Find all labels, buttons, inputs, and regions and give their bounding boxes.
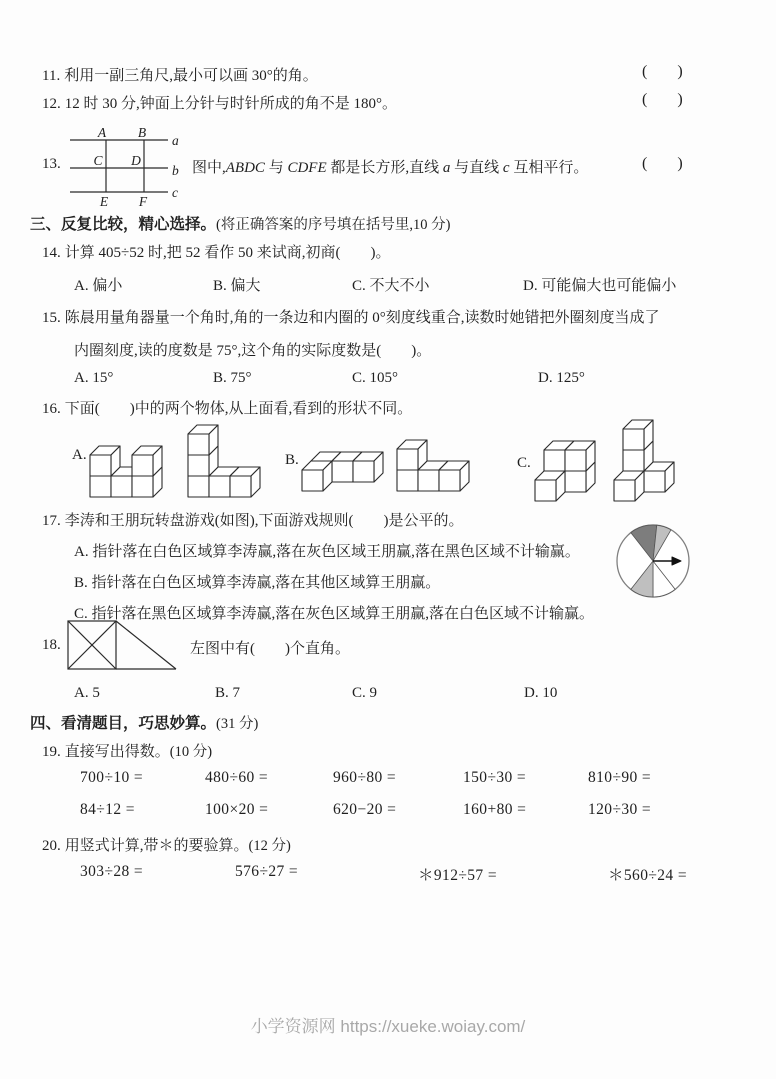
- question-17: 17. 李涛和王朋玩转盘游戏(如图),下面游戏规则( )是公平的。: [42, 513, 464, 529]
- question-18-text: 左图中有( )个直角。: [190, 641, 350, 657]
- question-15-line2: 内圈刻度,读的度数是 75°,这个角的实际度数是( )。: [74, 343, 432, 359]
- bracket-close: ): [677, 155, 683, 172]
- answer-bracket-13: [642, 155, 683, 173]
- choice-17-b: B. 指针落在白色区域算李涛赢,落在其他区域算王朋赢。: [74, 575, 441, 591]
- line-label-a: a: [172, 133, 179, 148]
- question-18-number: 18.: [42, 637, 61, 653]
- question-number: 12.: [42, 96, 61, 112]
- equation: 620−20 =: [333, 801, 397, 818]
- question-text: 计算 405÷52 时,把 52 看作 50 来试商,初商( )。: [64, 245, 391, 261]
- choice-17-a: A. 指针落在白色区域算李涛赢,落在灰色区域王朋赢,落在黑色区域不计输赢。: [74, 544, 580, 560]
- question-11: [42, 64, 318, 85]
- cube-option-label-a: A.: [72, 447, 87, 463]
- bracket-open: (: [642, 91, 648, 108]
- choice-18-b: B. 7: [215, 685, 241, 701]
- section-title: 四、看清题目，巧思妙算。: [30, 715, 217, 732]
- equation: 960÷80 =: [333, 769, 397, 786]
- equation: 303÷28 =: [80, 863, 144, 880]
- answer-bracket-11: [642, 63, 683, 81]
- equation: 84÷12 =: [80, 801, 135, 818]
- question-16: 16. 下面( )中的两个物体,从上面看,看到的形状不同。: [42, 401, 413, 417]
- equation: 700÷10 =: [80, 769, 144, 786]
- parallel-lines-figure: [64, 124, 188, 212]
- choice-14-d: D. 可能偏大也可能偏小: [523, 278, 677, 294]
- footer-watermark: 小学资源网 https://xueke.woiay.com/: [250, 1017, 526, 1036]
- choice-15-d: D. 125°: [538, 370, 585, 386]
- cube-figure-a1: [88, 442, 166, 499]
- point-label-F: F: [138, 194, 148, 209]
- spinner-figure: [612, 520, 694, 602]
- cube-option-label-b: B.: [285, 452, 299, 468]
- question-15-line1: 15. 陈晨用量角器量一个角时,角的一条边和内圈的 0°刻度线重合,读数时她错把外圈刻度当成了: [42, 310, 660, 326]
- line-label-c: c: [172, 185, 178, 200]
- cube-figure-c1: [533, 437, 599, 503]
- choice-18-c: C. 9: [352, 685, 378, 701]
- choice-14-a: A. 偏小: [74, 278, 123, 294]
- point-label-E: E: [99, 194, 109, 209]
- point-label-D: D: [131, 153, 141, 168]
- answer-bracket-12: [642, 91, 683, 109]
- choice-18-a: A. 5: [74, 685, 100, 701]
- point-label-B: B: [137, 125, 147, 140]
- choice-14-b: B. 偏大: [213, 278, 261, 294]
- question-text: 12 时 30 分,钟面上分针与时针所成的角不是 180°。: [64, 96, 398, 112]
- bracket-open: (: [642, 63, 648, 80]
- equation: 150÷30 =: [463, 769, 527, 786]
- equation: 100×20 =: [205, 801, 269, 818]
- question-text: 利用一副三角尺,最小可以画 30°的角。: [64, 68, 318, 84]
- section-title: 三、反复比较，精心选择。: [30, 216, 217, 233]
- bracket-close: ): [677, 63, 683, 80]
- point-label-A: A: [97, 125, 107, 140]
- bracket-open: (: [642, 155, 648, 172]
- question-13-text: 图中,ABDC 与 CDFE 都是长方形,直线 a 与直线 c 互相平行。: [192, 160, 589, 176]
- question-20-header: 20. 用竖式计算,带＊的要验算。(12 分): [42, 838, 291, 854]
- question-13-number: 13.: [42, 156, 61, 172]
- equation: 810÷90 =: [588, 769, 652, 786]
- choice-17-c: C. 指针落在黑色区域算李涛赢,落在灰色区域算王朋赢,落在白色区域不计输赢。: [74, 606, 595, 622]
- square-triangle-figure: [66, 618, 184, 674]
- choice-14-c: C. 不大不小: [352, 278, 430, 294]
- cube-option-label-c: C.: [517, 455, 531, 471]
- cube-figure-a2: [186, 421, 264, 499]
- choice-15-c: C. 105°: [352, 370, 399, 386]
- bracket-close: ): [677, 91, 683, 108]
- equation: ＊912÷57 =: [418, 867, 497, 884]
- equation: 480÷60 =: [205, 769, 269, 786]
- section-4-header: [30, 711, 258, 733]
- cube-figure-c2: [612, 416, 678, 503]
- equation: 120÷30 =: [588, 801, 652, 818]
- choice-18-d: D. 10: [524, 685, 558, 701]
- question-12: [42, 92, 397, 113]
- section-note: (31 分): [216, 716, 259, 732]
- equation: 160+80 =: [463, 801, 527, 818]
- section-3-header: [30, 212, 450, 234]
- cube-figure-b2: [395, 436, 473, 493]
- question-14: 14. 计算 405÷52 时,把 52 看作 50 来试商,初商( )。: [42, 245, 391, 261]
- cube-figure-b1: [300, 448, 387, 493]
- point-label-C: C: [93, 153, 103, 168]
- section-note: (将正确答案的序号填在括号里,10 分): [216, 217, 451, 233]
- choice-15-a: A. 15°: [74, 370, 114, 386]
- equation: ＊560÷24 =: [608, 867, 687, 884]
- choice-15-b: B. 75°: [213, 370, 252, 386]
- line-label-b: b: [172, 163, 179, 178]
- question-number: 11.: [42, 68, 61, 84]
- question-19-header: 19. 直接写出得数。(10 分): [42, 744, 213, 760]
- equation: 576÷27 =: [235, 863, 299, 880]
